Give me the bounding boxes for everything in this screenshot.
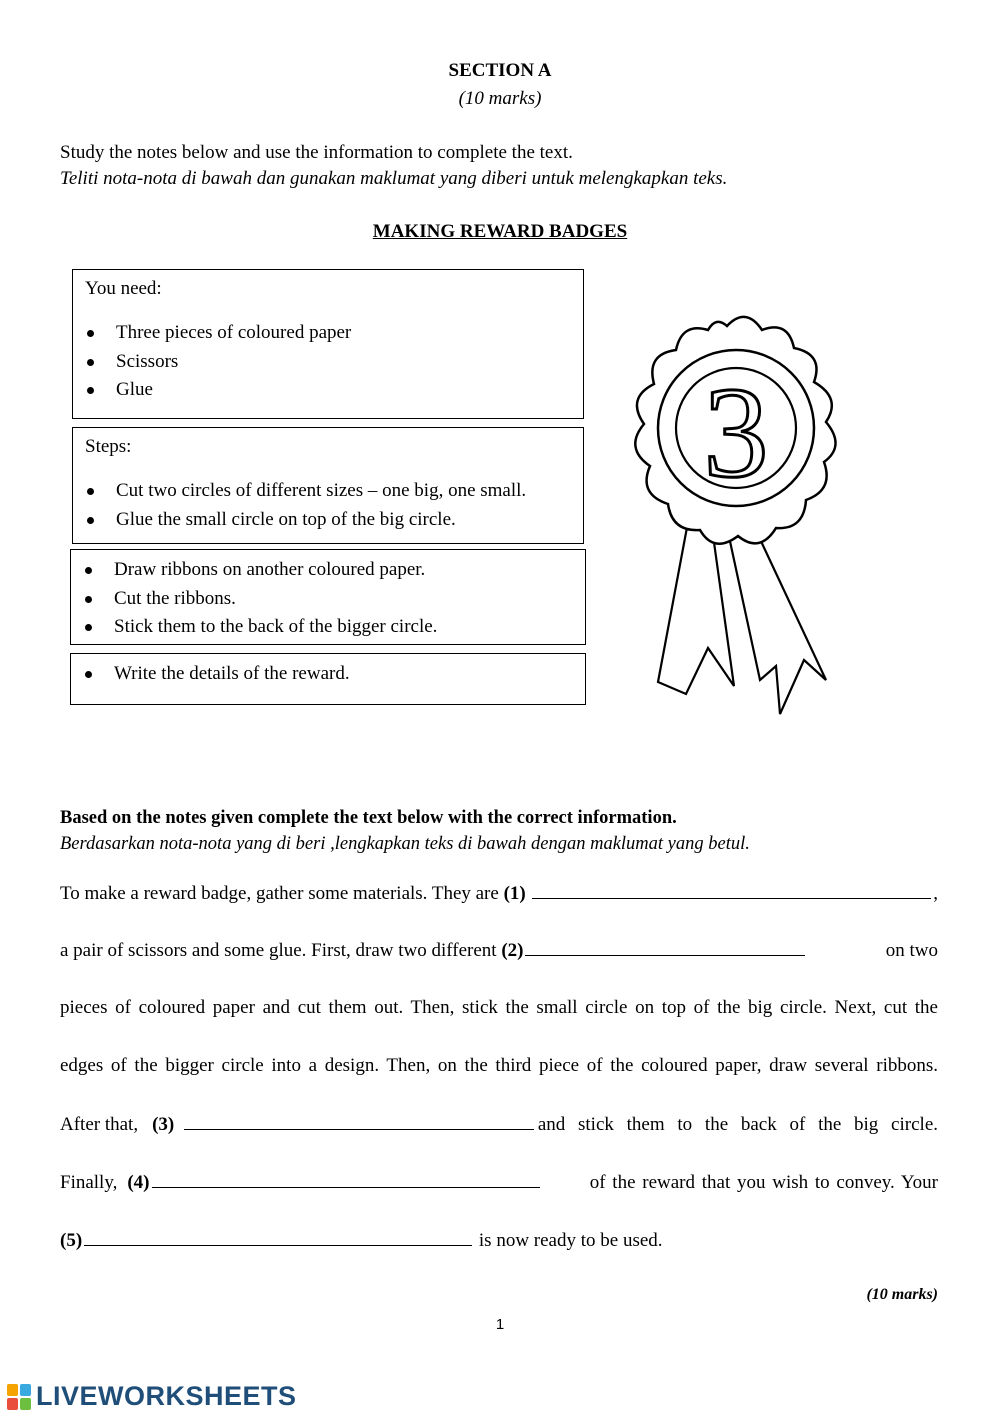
question-5-label: (5) xyxy=(60,1230,83,1251)
page-number: 1 xyxy=(495,1316,505,1333)
you-need-list xyxy=(83,319,351,405)
answer-1-blank[interactable] xyxy=(532,882,931,899)
bullet-icon xyxy=(85,671,92,678)
list-item: Three pieces of coloured paper xyxy=(83,319,351,348)
details-box xyxy=(70,653,586,705)
section-marks: (10 marks) xyxy=(458,88,542,109)
text-line-7: (5) is now ready to be used. xyxy=(60,1230,663,1251)
ribbons-list xyxy=(81,556,437,642)
right-ribbon xyxy=(728,522,826,714)
section-title: SECTION A xyxy=(448,60,552,81)
steps-list xyxy=(83,477,526,534)
bullet-icon xyxy=(87,488,94,495)
badge-number: 3 xyxy=(703,361,769,505)
question-3-label: (3) xyxy=(152,1114,175,1135)
answer-2-blank[interactable] xyxy=(525,939,805,956)
steps-label: Steps: xyxy=(85,436,132,457)
bullet-icon xyxy=(87,330,94,337)
text-line-4: edges of the bigger circle into a design. Then, on the third piece of the coloured paper, draw several ribbons. xyxy=(60,1055,938,1076)
details-list xyxy=(81,660,350,689)
bullet-icon xyxy=(85,624,92,631)
instructions-english: Based on the notes given complete the text below with the correct information. xyxy=(60,808,677,828)
question-1-label: (1) xyxy=(503,883,526,904)
steps-box xyxy=(72,427,584,544)
liveworksheets-logo-icon xyxy=(6,1383,32,1411)
bullet-icon xyxy=(87,517,94,524)
text-line-2: a pair of scissors and some glue. First, draw two different (2) on two xyxy=(60,940,938,961)
notes-heading: MAKING REWARD BADGES xyxy=(372,221,628,242)
list-item: Write the details of the reward. xyxy=(81,660,350,689)
instructions-malay: Berdasarkan nota-nota yang di beri ,lengkapkan teks di bawah dengan maklumat yang betul. xyxy=(60,834,750,854)
list-item: Scissors xyxy=(83,348,351,377)
left-ribbon xyxy=(658,522,734,694)
reward-badge-illustration xyxy=(620,310,860,718)
text-line-5: After that, (3) and stick them to the back of the big circle. xyxy=(60,1114,938,1135)
liveworksheets-logo[interactable] xyxy=(6,1381,297,1412)
question-4-label: (4) xyxy=(127,1172,150,1193)
question-2-label: (2) xyxy=(501,940,524,961)
you-need-box xyxy=(72,269,584,419)
answer-5-blank[interactable] xyxy=(84,1229,472,1246)
list-item: Glue the small circle on top of the big circle. xyxy=(83,506,526,535)
total-marks: (10 marks) xyxy=(866,1286,938,1303)
bullet-icon xyxy=(85,567,92,574)
list-item: Draw ribbons on another coloured paper. xyxy=(81,556,437,585)
text-line-6: Finally, (4) of the reward that you wish to convey. Your xyxy=(60,1172,938,1193)
list-item: Stick them to the back of the bigger circle. xyxy=(81,613,437,642)
you-need-label: You need: xyxy=(85,278,162,299)
bullet-icon xyxy=(87,359,94,366)
list-item: Cut the ribbons. xyxy=(81,585,437,614)
ribbons-box xyxy=(70,549,586,645)
intro-malay: Teliti nota-nota di bawah dan gunakan maklumat yang diberi untuk melengkapkan teks. xyxy=(60,168,728,189)
list-item: Cut two circles of different sizes – one big, one small. xyxy=(83,477,526,506)
answer-4-blank[interactable] xyxy=(152,1171,540,1188)
answer-3-blank[interactable] xyxy=(184,1113,534,1130)
intro-english: Study the notes below and use the information to complete the text. xyxy=(60,142,573,163)
text-line-3: pieces of coloured paper and cut them out. Then, stick the small circle on top of the big circle. Next, cut the xyxy=(60,997,938,1018)
liveworksheets-brand: LIVEWORKSHEETS xyxy=(36,1381,297,1411)
bullet-icon xyxy=(85,596,92,603)
list-item: Glue xyxy=(83,376,351,405)
text-line-1: To make a reward badge, gather some materials. They are (1) , xyxy=(60,883,938,904)
bullet-icon xyxy=(87,387,94,394)
